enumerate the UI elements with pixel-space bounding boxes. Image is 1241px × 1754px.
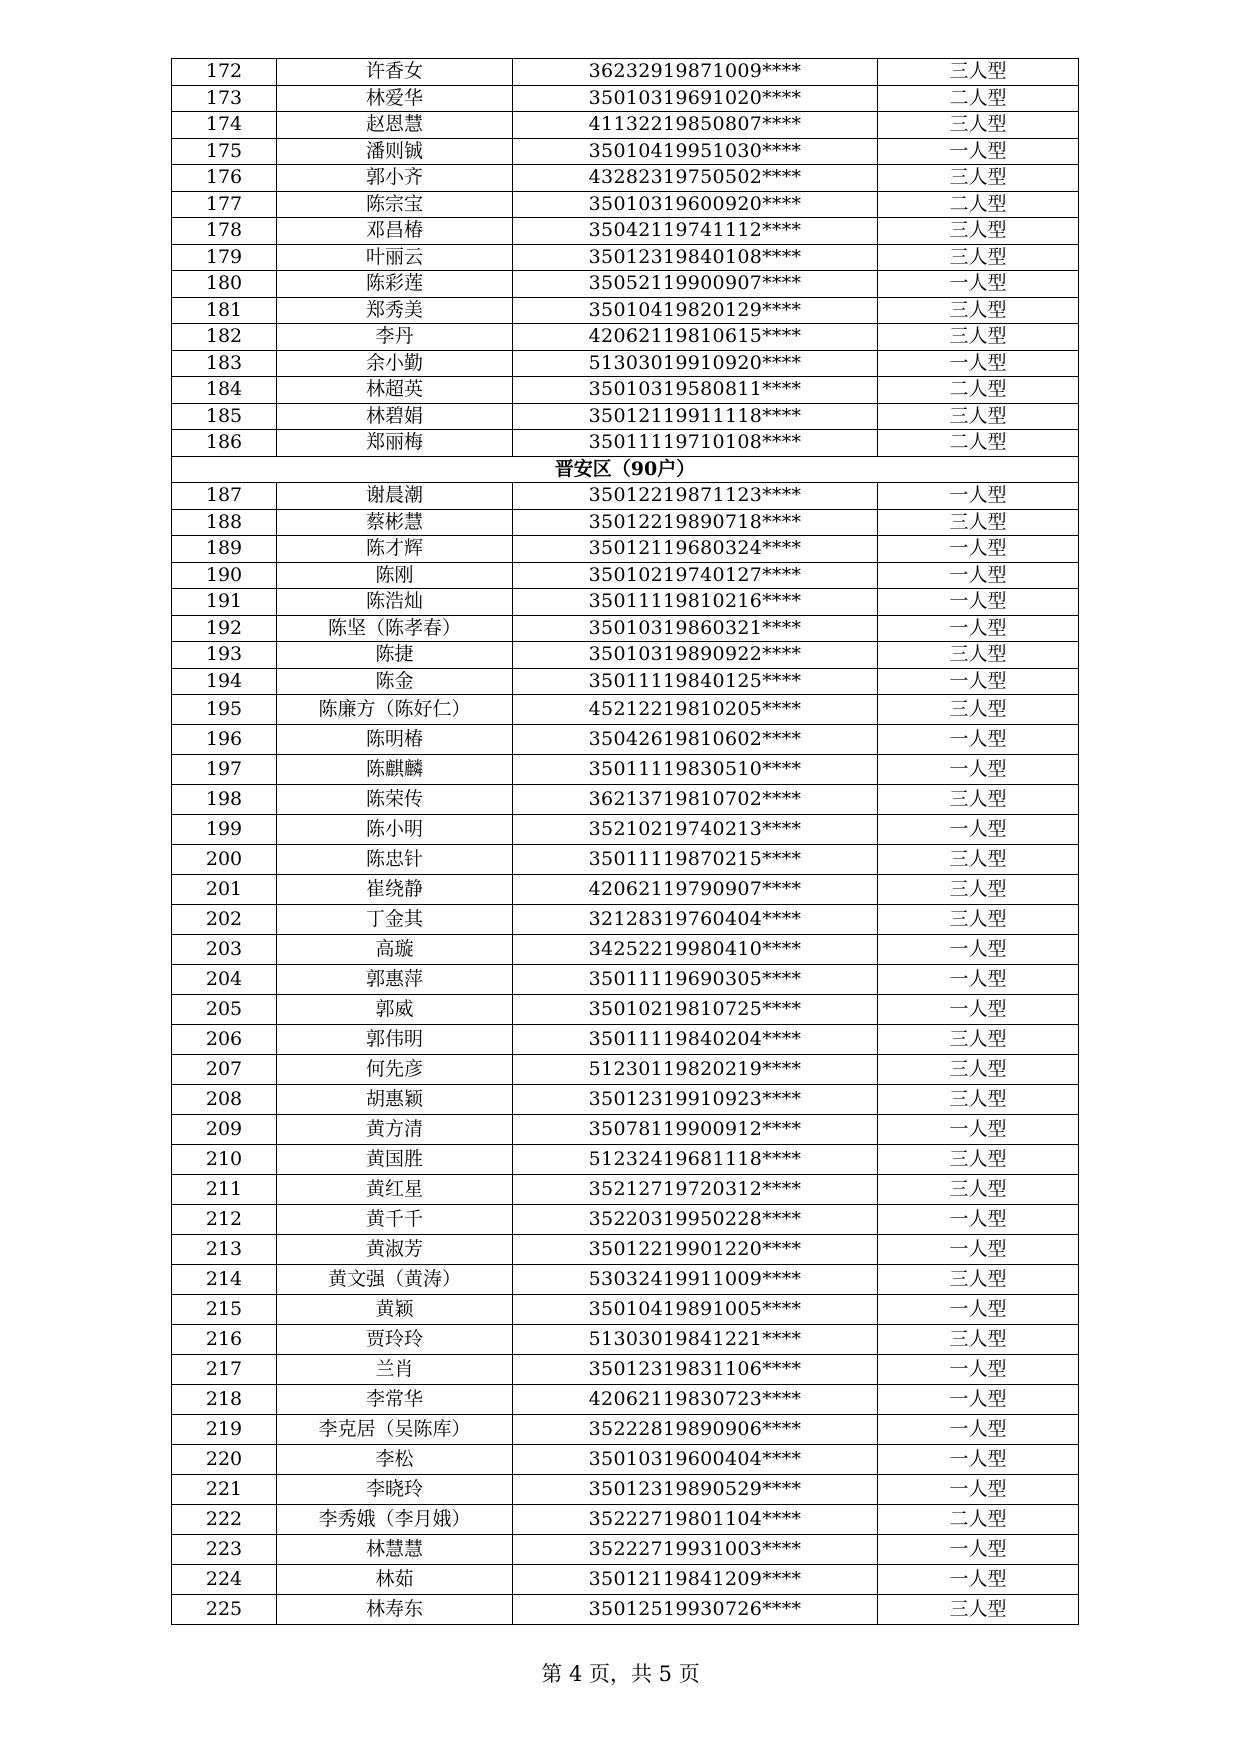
table-row (172, 562, 1079, 589)
id-number-cell: 35042119741112**** (513, 218, 878, 245)
household-type-cell: 三人型 (878, 1175, 1079, 1205)
id-number-cell: 35010319580811**** (513, 377, 878, 404)
name-cell: 崔绕静 (277, 875, 513, 905)
name-cell: 黄颖 (277, 1295, 513, 1325)
name-cell: 叶丽云 (277, 244, 513, 271)
table-row (172, 668, 1079, 695)
id-number-cell: 35011119840125**** (513, 668, 878, 695)
table-row (172, 324, 1079, 351)
id-number-cell: 53032419911009**** (513, 1265, 878, 1295)
household-type-cell: 二人型 (878, 430, 1079, 457)
name-cell: 高璇 (277, 935, 513, 965)
name-cell: 黄红星 (277, 1175, 513, 1205)
row-number-cell: 173 (172, 85, 277, 112)
name-cell: 林慧慧 (277, 1535, 513, 1565)
household-type-cell: 一人型 (878, 668, 1079, 695)
table-row (172, 1205, 1079, 1235)
row-number-cell: 224 (172, 1565, 277, 1595)
row-number-cell: 208 (172, 1085, 277, 1115)
id-number-cell: 35011119690305**** (513, 965, 878, 995)
id-number-cell: 35010319600404**** (513, 1445, 878, 1475)
id-number-cell: 35011119810216**** (513, 589, 878, 616)
name-cell: 黄国胜 (277, 1145, 513, 1175)
table-row (172, 483, 1079, 510)
table-row (172, 59, 1079, 86)
id-number-cell: 35010219810725**** (513, 995, 878, 1025)
household-type-cell: 三人型 (878, 1085, 1079, 1115)
id-number-cell: 35011119830510**** (513, 755, 878, 785)
name-cell: 李丹 (277, 324, 513, 351)
table-row (172, 112, 1079, 139)
table-row (172, 1085, 1079, 1115)
household-type-cell: 三人型 (878, 112, 1079, 139)
row-number-cell: 214 (172, 1265, 277, 1295)
table-row (172, 905, 1079, 935)
table-row (172, 1355, 1079, 1385)
table-row (172, 244, 1079, 271)
row-number-cell: 212 (172, 1205, 277, 1235)
id-number-cell: 35042619810602**** (513, 725, 878, 755)
household-type-cell: 二人型 (878, 191, 1079, 218)
row-number-cell: 202 (172, 905, 277, 935)
row-number-cell: 172 (172, 59, 277, 86)
table-row (172, 1055, 1079, 1085)
table-row (172, 1325, 1079, 1355)
table-row (172, 1175, 1079, 1205)
row-number-cell: 185 (172, 403, 277, 430)
name-cell: 李克居（吴陈库） (277, 1415, 513, 1445)
row-number-cell: 203 (172, 935, 277, 965)
household-type-cell: 三人型 (878, 509, 1079, 536)
table-row (172, 755, 1079, 785)
name-cell: 黄淑芳 (277, 1235, 513, 1265)
table-row (172, 642, 1079, 669)
row-number-cell: 210 (172, 1145, 277, 1175)
row-number-cell: 219 (172, 1415, 277, 1445)
name-cell: 陈小明 (277, 815, 513, 845)
name-cell: 陈坚（陈孝春） (277, 615, 513, 642)
id-number-cell: 35012219890718**** (513, 509, 878, 536)
name-cell: 李松 (277, 1445, 513, 1475)
row-number-cell: 184 (172, 377, 277, 404)
row-number-cell: 187 (172, 483, 277, 510)
household-type-cell: 一人型 (878, 815, 1079, 845)
name-cell: 陈金 (277, 668, 513, 695)
name-cell: 陈彩莲 (277, 271, 513, 298)
row-number-cell: 217 (172, 1355, 277, 1385)
table-row (172, 85, 1079, 112)
row-number-cell: 200 (172, 845, 277, 875)
id-number-cell: 35011119710108**** (513, 430, 878, 457)
row-number-cell: 215 (172, 1295, 277, 1325)
id-number-cell: 35012519930726**** (513, 1595, 878, 1625)
row-number-cell: 223 (172, 1535, 277, 1565)
row-number-cell: 197 (172, 755, 277, 785)
row-number-cell: 209 (172, 1115, 277, 1145)
household-type-cell: 一人型 (878, 483, 1079, 510)
name-cell: 林超英 (277, 377, 513, 404)
row-number-cell: 205 (172, 995, 277, 1025)
id-number-cell: 51230119820219**** (513, 1055, 878, 1085)
household-type-cell: 三人型 (878, 785, 1079, 815)
table-row (172, 1415, 1079, 1445)
table-row (172, 509, 1079, 536)
table-row (172, 1505, 1079, 1535)
household-type-cell: 一人型 (878, 1235, 1079, 1265)
table-row (172, 995, 1079, 1025)
name-cell: 陈捷 (277, 642, 513, 669)
id-number-cell: 45212219810205**** (513, 695, 878, 725)
row-number-cell: 186 (172, 430, 277, 457)
table-row (172, 1475, 1079, 1505)
name-cell: 黄方清 (277, 1115, 513, 1145)
table-row (172, 377, 1079, 404)
row-number-cell: 216 (172, 1325, 277, 1355)
row-number-cell: 177 (172, 191, 277, 218)
table-row (172, 1115, 1079, 1145)
name-cell: 黄千千 (277, 1205, 513, 1235)
row-number-cell: 182 (172, 324, 277, 351)
name-cell: 郭威 (277, 995, 513, 1025)
row-number-cell: 192 (172, 615, 277, 642)
id-number-cell: 51303019841221**** (513, 1325, 878, 1355)
section-header-row (172, 456, 1079, 483)
name-cell: 黄文强（黄涛） (277, 1265, 513, 1295)
id-number-cell: 35010319860321**** (513, 615, 878, 642)
household-type-cell: 一人型 (878, 589, 1079, 616)
id-number-cell: 43282319750502**** (513, 165, 878, 192)
household-type-cell: 三人型 (878, 1595, 1079, 1625)
table-row (172, 695, 1079, 725)
household-type-cell: 三人型 (878, 642, 1079, 669)
id-number-cell: 35220319950228**** (513, 1205, 878, 1235)
row-number-cell: 176 (172, 165, 277, 192)
name-cell: 林茹 (277, 1565, 513, 1595)
id-number-cell: 35010419951030**** (513, 138, 878, 165)
id-number-cell: 35012319840108**** (513, 244, 878, 271)
row-number-cell: 199 (172, 815, 277, 845)
id-number-cell: 35010419891005**** (513, 1295, 878, 1325)
table-row (172, 785, 1079, 815)
id-number-cell: 35012119911118**** (513, 403, 878, 430)
table-row (172, 1595, 1079, 1625)
id-number-cell: 35011119840204**** (513, 1025, 878, 1055)
name-cell: 胡惠颖 (277, 1085, 513, 1115)
table-row (172, 1025, 1079, 1055)
row-number-cell: 191 (172, 589, 277, 616)
name-cell: 林寿东 (277, 1595, 513, 1625)
name-cell: 蔡彬慧 (277, 509, 513, 536)
row-number-cell: 179 (172, 244, 277, 271)
table-row (172, 935, 1079, 965)
household-type-cell: 三人型 (878, 875, 1079, 905)
household-type-cell: 三人型 (878, 403, 1079, 430)
name-cell: 谢晨潮 (277, 483, 513, 510)
household-type-cell: 三人型 (878, 165, 1079, 192)
id-number-cell: 35210219740213**** (513, 815, 878, 845)
table-row (172, 271, 1079, 298)
name-cell: 陈荣传 (277, 785, 513, 815)
id-number-cell: 35012119841209**** (513, 1565, 878, 1595)
household-type-cell: 二人型 (878, 377, 1079, 404)
household-type-cell: 三人型 (878, 1025, 1079, 1055)
id-number-cell: 35222719801104**** (513, 1505, 878, 1535)
table-row (172, 297, 1079, 324)
row-number-cell: 201 (172, 875, 277, 905)
row-number-cell: 188 (172, 509, 277, 536)
name-cell: 赵恩慧 (277, 112, 513, 139)
household-type-cell: 一人型 (878, 1445, 1079, 1475)
id-number-cell: 35012219871123**** (513, 483, 878, 510)
table-row (172, 589, 1079, 616)
page-footer: 第 4 页，共 5 页 (541, 1662, 700, 1686)
name-cell: 李常华 (277, 1385, 513, 1415)
household-type-cell: 一人型 (878, 1535, 1079, 1565)
table-row (172, 615, 1079, 642)
name-cell: 郭伟明 (277, 1025, 513, 1055)
household-type-cell: 三人型 (878, 1145, 1079, 1175)
name-cell: 许香女 (277, 59, 513, 86)
row-number-cell: 204 (172, 965, 277, 995)
row-number-cell: 220 (172, 1445, 277, 1475)
table-row (172, 1265, 1079, 1295)
table-row (172, 191, 1079, 218)
id-number-cell: 42062119790907**** (513, 875, 878, 905)
id-number-cell: 51232419681118**** (513, 1145, 878, 1175)
name-cell: 陈明椿 (277, 725, 513, 755)
household-type-cell: 一人型 (878, 755, 1079, 785)
row-number-cell: 190 (172, 562, 277, 589)
id-number-cell: 42062119830723**** (513, 1385, 878, 1415)
name-cell: 丁金其 (277, 905, 513, 935)
household-type-cell: 一人型 (878, 1205, 1079, 1235)
name-cell: 郭小齐 (277, 165, 513, 192)
id-number-cell: 36232919871009**** (513, 59, 878, 86)
id-number-cell: 35052119900907**** (513, 271, 878, 298)
table-row (172, 403, 1079, 430)
household-type-cell: 三人型 (878, 218, 1079, 245)
name-cell: 余小勤 (277, 350, 513, 377)
id-number-cell: 32128319760404**** (513, 905, 878, 935)
household-type-cell: 三人型 (878, 695, 1079, 725)
table-row (172, 875, 1079, 905)
name-cell: 陈宗宝 (277, 191, 513, 218)
household-type-cell: 一人型 (878, 725, 1079, 755)
row-number-cell: 180 (172, 271, 277, 298)
id-number-cell: 35010219740127**** (513, 562, 878, 589)
name-cell: 潘则铖 (277, 138, 513, 165)
name-cell: 兰肖 (277, 1355, 513, 1385)
table-row (172, 218, 1079, 245)
table-row (172, 1295, 1079, 1325)
household-type-cell: 二人型 (878, 1505, 1079, 1535)
household-type-cell: 三人型 (878, 845, 1079, 875)
name-cell: 郑丽梅 (277, 430, 513, 457)
id-number-cell: 35010319890922**** (513, 642, 878, 669)
household-type-cell: 三人型 (878, 244, 1079, 271)
household-type-cell: 三人型 (878, 1055, 1079, 1085)
table-row (172, 350, 1079, 377)
name-cell: 陈忠针 (277, 845, 513, 875)
household-type-cell: 一人型 (878, 1385, 1079, 1415)
applicant-table-container (171, 58, 1078, 1625)
id-number-cell: 35078119900912**** (513, 1115, 878, 1145)
row-number-cell: 183 (172, 350, 277, 377)
row-number-cell: 213 (172, 1235, 277, 1265)
row-number-cell: 206 (172, 1025, 277, 1055)
name-cell: 李晓玲 (277, 1475, 513, 1505)
name-cell: 陈浩灿 (277, 589, 513, 616)
household-type-cell: 一人型 (878, 1415, 1079, 1445)
household-type-cell: 一人型 (878, 615, 1079, 642)
row-number-cell: 221 (172, 1475, 277, 1505)
name-cell: 陈才辉 (277, 536, 513, 563)
table-row (172, 845, 1079, 875)
table-row (172, 965, 1079, 995)
table-row (172, 138, 1079, 165)
applicant-table (171, 58, 1079, 1625)
household-type-cell: 二人型 (878, 85, 1079, 112)
id-number-cell: 35222719931003**** (513, 1535, 878, 1565)
household-type-cell: 三人型 (878, 59, 1079, 86)
row-number-cell: 174 (172, 112, 277, 139)
id-number-cell: 41132219850807**** (513, 112, 878, 139)
household-type-cell: 一人型 (878, 1115, 1079, 1145)
row-number-cell: 181 (172, 297, 277, 324)
row-number-cell: 222 (172, 1505, 277, 1535)
name-cell: 李秀娥（李月娥） (277, 1505, 513, 1535)
id-number-cell: 35012319910923**** (513, 1085, 878, 1115)
household-type-cell: 三人型 (878, 1265, 1079, 1295)
table-row (172, 1535, 1079, 1565)
id-number-cell: 35011119870215**** (513, 845, 878, 875)
table-row (172, 1235, 1079, 1265)
id-number-cell: 34252219980410**** (513, 935, 878, 965)
household-type-cell: 一人型 (878, 1475, 1079, 1505)
table-row (172, 1565, 1079, 1595)
id-number-cell: 35010319600920**** (513, 191, 878, 218)
id-number-cell: 35212719720312**** (513, 1175, 878, 1205)
row-number-cell: 207 (172, 1055, 277, 1085)
row-number-cell: 195 (172, 695, 277, 725)
household-type-cell: 一人型 (878, 965, 1079, 995)
row-number-cell: 225 (172, 1595, 277, 1625)
household-type-cell: 一人型 (878, 1295, 1079, 1325)
name-cell: 林爱华 (277, 85, 513, 112)
table-row (172, 815, 1079, 845)
name-cell: 何先彦 (277, 1055, 513, 1085)
household-type-cell: 一人型 (878, 350, 1079, 377)
row-number-cell: 175 (172, 138, 277, 165)
name-cell: 邓昌椿 (277, 218, 513, 245)
id-number-cell: 42062119810615**** (513, 324, 878, 351)
name-cell: 林碧娟 (277, 403, 513, 430)
id-number-cell: 36213719810702**** (513, 785, 878, 815)
row-number-cell: 218 (172, 1385, 277, 1415)
household-type-cell: 一人型 (878, 1355, 1079, 1385)
table-row (172, 1145, 1079, 1175)
section-title: 晋安区（90户） (172, 456, 1079, 483)
household-type-cell: 一人型 (878, 536, 1079, 563)
id-number-cell: 35012119680324**** (513, 536, 878, 563)
table-row (172, 536, 1079, 563)
row-number-cell: 211 (172, 1175, 277, 1205)
household-type-cell: 一人型 (878, 1565, 1079, 1595)
table-row (172, 725, 1079, 755)
name-cell: 陈麒麟 (277, 755, 513, 785)
name-cell: 陈廉方（陈好仁） (277, 695, 513, 725)
household-type-cell: 一人型 (878, 562, 1079, 589)
household-type-cell: 三人型 (878, 297, 1079, 324)
household-type-cell: 三人型 (878, 324, 1079, 351)
table-row (172, 1445, 1079, 1475)
table-row (172, 430, 1079, 457)
household-type-cell: 一人型 (878, 935, 1079, 965)
table-row (172, 1385, 1079, 1415)
id-number-cell: 35010419820129**** (513, 297, 878, 324)
household-type-cell: 一人型 (878, 271, 1079, 298)
row-number-cell: 178 (172, 218, 277, 245)
table-row (172, 165, 1079, 192)
id-number-cell: 35010319691020**** (513, 85, 878, 112)
id-number-cell: 35012319831106**** (513, 1355, 878, 1385)
household-type-cell: 三人型 (878, 905, 1079, 935)
name-cell: 郑秀美 (277, 297, 513, 324)
household-type-cell: 一人型 (878, 995, 1079, 1025)
household-type-cell: 三人型 (878, 1325, 1079, 1355)
id-number-cell: 35012219901220**** (513, 1235, 878, 1265)
name-cell: 郭惠萍 (277, 965, 513, 995)
id-number-cell: 35012319890529**** (513, 1475, 878, 1505)
row-number-cell: 193 (172, 642, 277, 669)
name-cell: 贾玲玲 (277, 1325, 513, 1355)
name-cell: 陈刚 (277, 562, 513, 589)
row-number-cell: 196 (172, 725, 277, 755)
household-type-cell: 一人型 (878, 138, 1079, 165)
row-number-cell: 198 (172, 785, 277, 815)
id-number-cell: 35222819890906**** (513, 1415, 878, 1445)
id-number-cell: 51303019910920**** (513, 350, 878, 377)
row-number-cell: 194 (172, 668, 277, 695)
row-number-cell: 189 (172, 536, 277, 563)
